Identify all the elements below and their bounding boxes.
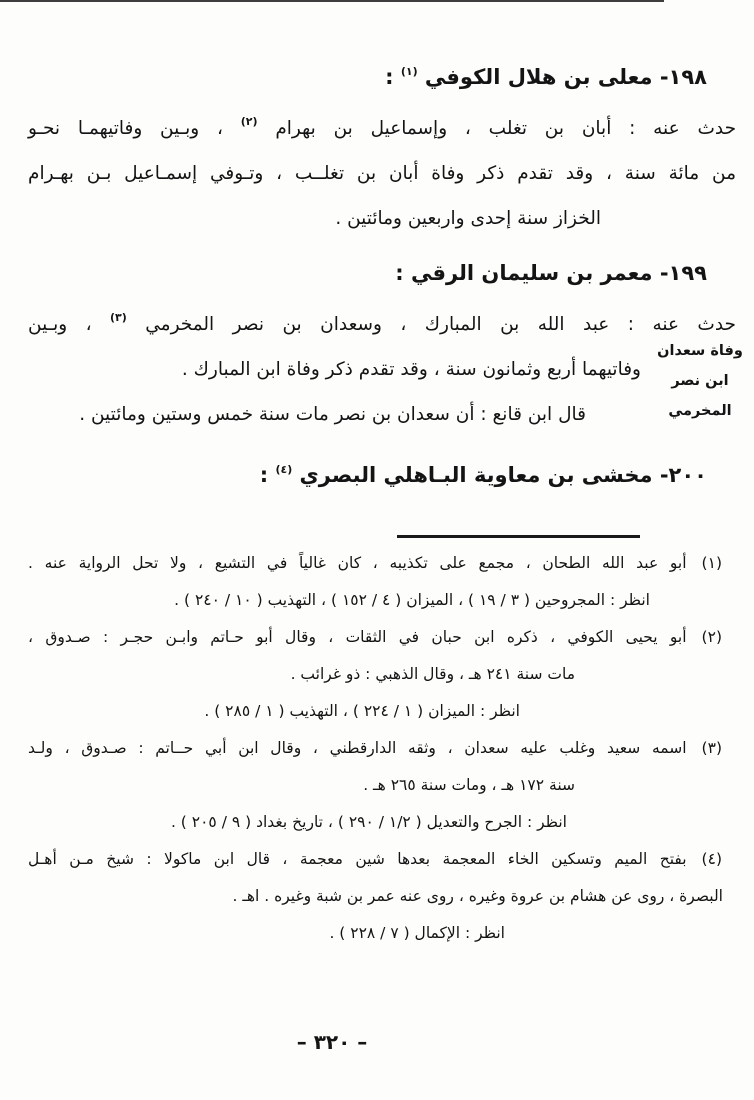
footnote-line: سنة ١٧٢ هـ ، ومات سنة ٢٦٥ هـ .	[363, 776, 575, 794]
page-number: – ٣٢٠ –	[296, 1030, 368, 1054]
body-line: قال ابن قانع : أن سعدان بن نصر مات سنة خمس وستين ومائتين .	[79, 404, 586, 425]
footnote-line: البصرة ، روى عن هشام بن عروة وغيره ، روى عنه عمر بن شبة وغيره . اهـ .	[232, 887, 723, 905]
footnote-separator-rule	[397, 535, 640, 538]
margin-note-line: المخرمي	[668, 403, 732, 419]
footnote-3	[28, 730, 736, 841]
footnote-text: اسمه سعيد وغلب عليه سعدان ، وثقه الدارقطني ، وقال ابن أبي حــاتم : صـدوق ، ولـد	[28, 739, 687, 757]
footnote-line	[28, 545, 722, 582]
footnote-2	[28, 619, 736, 730]
footnote-ref-1: (١)	[400, 65, 418, 78]
footnote-line: مات سنة ٢٤١ هـ ، وقال الذهبي : ذو غرائب .	[290, 665, 575, 683]
footnote-marker: (٤)	[701, 850, 722, 868]
body-line	[28, 99, 736, 151]
entry-199-paragraph	[28, 295, 736, 437]
entry-heading-colon: :	[385, 65, 401, 89]
footnote-line	[28, 730, 722, 767]
footnote-ref-2: (٢)	[240, 115, 258, 128]
margin-note-line: ابن نصر	[671, 373, 729, 389]
entry-heading-colon: :	[259, 463, 276, 487]
entry-heading-text: ٢٠٠- مخشى بن معاوية البـاهلي البصري	[292, 463, 707, 487]
entry-heading-198	[28, 56, 707, 93]
footnote-text: بفتح الميم وتسكين الخاء المعجمة بعدها شين معجمة ، قال ابن ماكولا : شيخ مـن أهـل	[28, 850, 687, 868]
body-text: ، وبـين وفاتيهمـا نحـو	[28, 118, 241, 139]
footnote-text: أبو يحيى الكوفي ، ذكره ابن حبان في الثقات ، وقال أبو حـاتم وابـن حجـر : صـدوق ،	[28, 628, 687, 646]
footnote-ref-3: (٣)	[110, 311, 127, 324]
scan-edge-artifact	[0, 0, 664, 2]
body-line: من مائة سنة ، وقد تقدم ذكر وفاة أبان بن تغلــب ، وتـوفي إسمـاعيل بـن بهـرام	[28, 163, 736, 184]
footnote-ref-4: (٤)	[275, 463, 293, 476]
footnote-4	[28, 841, 736, 952]
margin-note-line: وفاة سعدان	[657, 343, 743, 359]
entry-heading-200	[28, 454, 707, 491]
footnote-line: انظر : الجرح والتعديل ( ١/٢ / ٢٩٠ ) ، تاريخ بغداد ( ٩ / ٢٠٥ ) .	[170, 813, 567, 831]
margin-note	[650, 336, 750, 426]
footnote-line: انظر : الإكمال ( ٧ / ٢٢٨ ) .	[329, 924, 505, 942]
footnote-marker: (٢)	[701, 628, 722, 646]
footnote-marker: (١)	[701, 554, 722, 572]
footnote-line: انظر : المجروحين ( ٣ / ١٩ ) ، الميزان ( ٤ / ١٥٢ ) ، التهذيب ( ١٠ / ٢٤٠ ) .	[174, 591, 650, 609]
entry-heading-text: ١٩٨- معلى بن هلال الكوفي	[417, 65, 707, 89]
body-text: حدث عنه : أبان بن تغلب ، وإسماعيل بن بهرام	[257, 118, 737, 139]
body-line: وفاتيهما أربع وثمانون سنة ، وقد تقدم ذكر وفاة ابن المبارك .	[181, 359, 641, 380]
entry-heading-199: ١٩٩- معمر بن سليمان الرقي :	[395, 261, 707, 285]
footnote-line: انظر : الميزان ( ١ / ٢٢٤ ) ، التهذيب ( ١ / ٢٨٥ ) .	[204, 702, 520, 720]
footnote-line	[28, 841, 722, 878]
footnote-text: أبو عبد الله الطحان ، مجمع على تكذيبه ، كان غالياً في التشيع ، ولا تحل الرواية عنه .	[28, 554, 687, 572]
footnote-line	[28, 619, 722, 656]
footnotes-section	[28, 545, 736, 952]
footnote-marker: (٣)	[701, 739, 722, 757]
body-line: الخزاز سنة إحدى واربعين ومائتين .	[335, 208, 601, 229]
footnote-1	[28, 545, 736, 619]
body-text: حدث عنه : عبد الله بن المبارك ، وسعدان بن نصر المخرمي	[126, 314, 736, 335]
body-text: ، وبـين	[28, 314, 111, 335]
body-line	[28, 295, 736, 347]
entry-198-paragraph	[28, 99, 736, 241]
